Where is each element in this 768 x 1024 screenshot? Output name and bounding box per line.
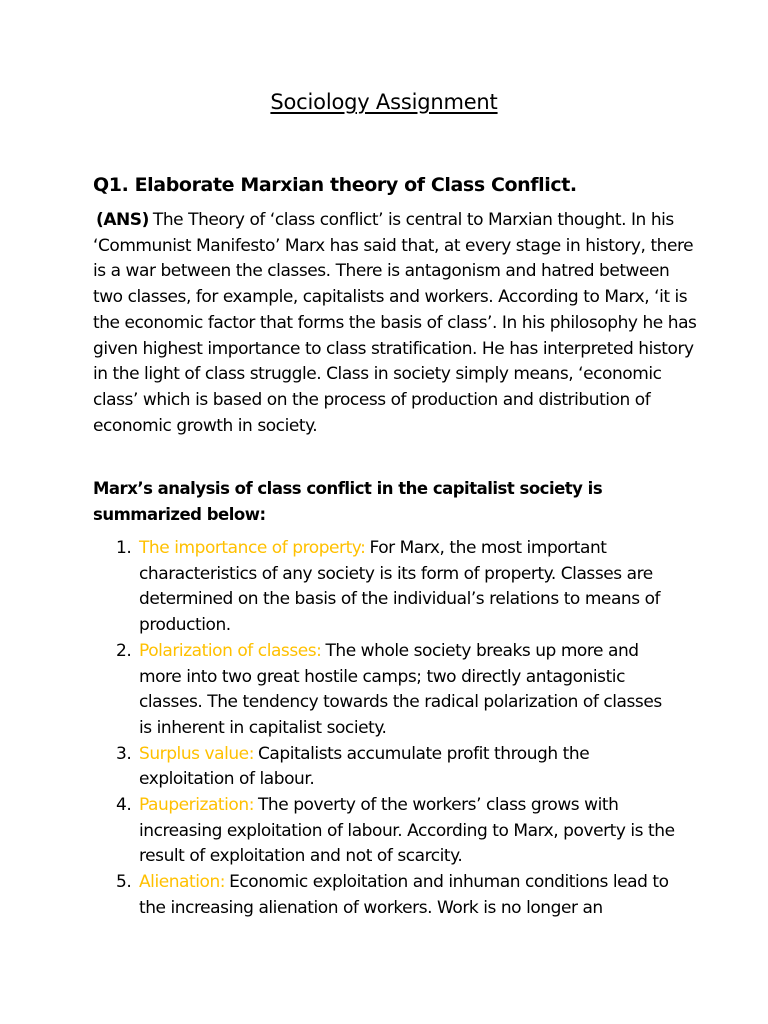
answer-label: (ANS) <box>96 210 149 230</box>
list-item-text: Economic exploitation and inhuman conditions lead to the increasing alienation of workers. Work is no longer an <box>139 872 669 918</box>
document-title: Sociology Assignment <box>270 90 498 114</box>
list-item-term: Surplus value: <box>139 743 254 764</box>
points-list <box>0 536 768 922</box>
list-item-number: 1. <box>116 538 132 558</box>
list-item-text: The whole society breaks up more and more into two great hostile camps; two directly antagonistic classes. The tendency towards the radical polarization of classes is inherent in capitalist society. <box>139 640 662 738</box>
list-item-number: 3. <box>116 743 132 764</box>
list-item-text: The poverty of the workers’ class grows with increasing exploitation of labour. According to Marx, poverty is the result of exploitation and not of scarcity. <box>139 795 675 867</box>
list-item-term: Alienation: <box>139 872 226 893</box>
list-item-text: Capitalists accumulate profit through the exploitation of labour. <box>139 743 590 790</box>
list-item-term: Pauperization: <box>139 795 254 816</box>
list-item-text: For Marx, the most important characteristics of any society is its form of property. Classes are determined on the basis of the individual’s relations to means of production. <box>139 538 661 636</box>
answer-text: The Theory of ‘class conflict’ is central to Marxian thought. In his ‘Communist Manifesto’ Marx has said that, at every stage in history, there is a war between the classes. There is antagonism and hatred between two classes, for example, capitalists and workers. According to Marx, ‘it is the economic factor that forms the basis of class’. In his philosophy he has given highest importance to class stratification. He has interpreted history in the light of class struggle. Class in society simply means, ‘economic class’ which is based on the process of production and distribution of economic growth in society. <box>93 210 697 436</box>
answer-paragraph <box>93 208 703 439</box>
question-heading: Q1. Elaborate Marxian theory of Class Conflict. <box>93 174 577 196</box>
list-item <box>0 742 679 793</box>
list-item-number: 2. <box>116 640 132 661</box>
list-item <box>0 639 679 742</box>
list-item-number: 4. <box>116 795 132 816</box>
list-item <box>0 536 679 639</box>
list-item <box>0 793 679 870</box>
list-item-term: Polarization of classes: <box>139 640 322 661</box>
list-item-term: The importance of property: <box>139 538 366 558</box>
summary-subheading: Marx’s analysis of class conflict in the capitalist society is summarized below: <box>93 479 603 524</box>
list-item-number: 5. <box>116 872 132 893</box>
list-item <box>0 870 679 921</box>
